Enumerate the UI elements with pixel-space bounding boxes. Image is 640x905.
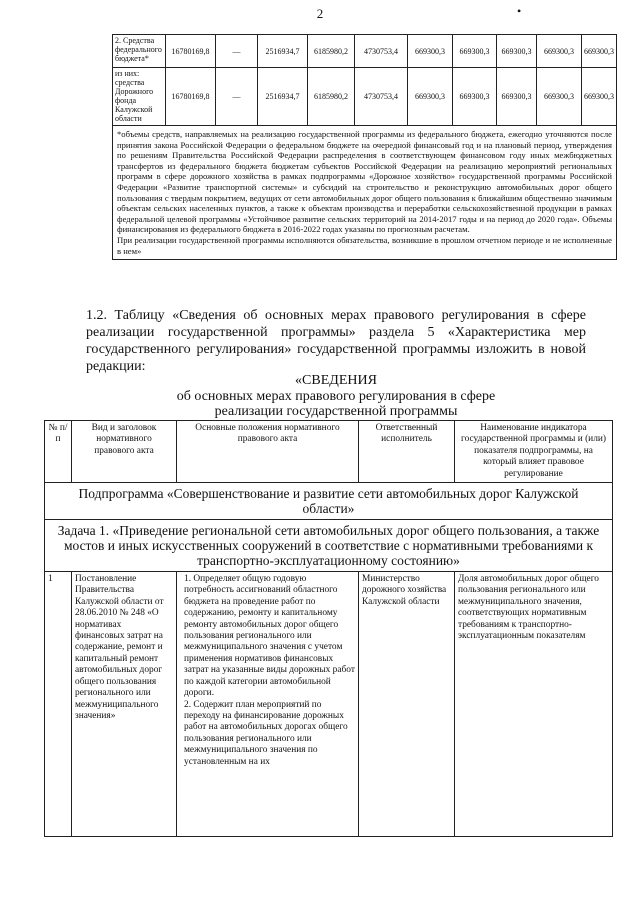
subprogram-row	[45, 483, 613, 520]
row-provisions	[177, 572, 359, 837]
cell-2016: 6185980,2	[308, 68, 355, 126]
amendment-paragraph: 1.2. Таблицу «Сведения об основных мерах правового регулирования в сфере реализации государственной программы» раздела 5 «Характеристика мер государственного регулирования» государственной программы изложить в новой редакции:	[86, 308, 586, 374]
doc-title: «СВЕДЕНИЯ	[295, 373, 377, 388]
row-executor: Министерство дорожного хозяйства Калужской области	[359, 572, 455, 837]
cell-2021: 669300,3	[537, 68, 582, 126]
cell-total: 16780169,8	[166, 68, 216, 126]
doc-subtitle-2: реализации государственной программы	[214, 404, 458, 419]
cell-2020: 669300,3	[497, 35, 537, 68]
row-act: Постановление Правительства Калужской области от 28.06.2010 № 248 «О нормативах финансовых затрат на содержание, ремонт и капитальный ремонт автомобильных дорог общего пользования регионального или межмуниципального значения»	[72, 572, 177, 837]
cell-2022: 669300,3	[582, 68, 617, 126]
cell-total: 16780169,8	[166, 35, 216, 68]
footnote-federal: *объемы средств, направляемых на реализацию государственной программы из федерального бюджета, ежегодно уточняются после принятия закона Российской Федерации о федеральном бюджете на очередной финансовый год и на плановый период, утверждения по решениям Правительства Российской Федерации распределения в соответствующем финансовом году иных межбюджетных трансфертов из федерального бюджета бюджетам субъектов Российской Федерации на реализацию мероприятий региональных программ в сфере дорожного хозяйства в рамках подпрограммы «Дорожное хозяйство» государственной программы Российской Федерации «Развитие транспортной системы» и субсидий на строительство и реконструкцию автомобильных дорог общего пользования с твердым покрытием, ведущих от сети автомобильных дорог общего пользования к ближайшим общественно значимым объектам сельских населенных пунктов, а также к объектам производства и переработки сельскохозяйственной продукции в рамках федеральной целевой программы «Устойчивое развитие сельских территорий на 2014-2017 годы и на период до 2020 года». Объемы финансирования из федерального бюджета в 2016-2022 годах указаны по прогнозным расчетам.	[117, 129, 612, 235]
footnote-obligations: При реализации государственной программы исполняются обязательства, возникшие в прошлом отчетном периоде и не исполненные в нем»	[117, 234, 612, 256]
provision-2: 2. Содержит план мероприятий по переходу на финансирование дорожных работ на автомобильных дорогах общего пользования регионального или межмуниципального значения по установленным на их	[184, 699, 348, 767]
row-label: 2. Средства федерального бюджета*	[113, 35, 166, 68]
task-title: Задача 1. «Приведение региональной сети автомобильных дорог общего пользования, а также мостов и иных искусственных сооружений в соответствие с нормативными требованиями к транспортно-эксплуатационному состоянию»	[45, 520, 613, 572]
table-row	[45, 572, 613, 837]
cell-2020: 669300,3	[497, 68, 537, 126]
budget-footnote-row	[113, 126, 617, 260]
header-num: № п/п	[45, 421, 72, 483]
budget-table	[112, 34, 617, 260]
cell-2019: 669300,3	[453, 35, 497, 68]
cell-2015: 2516934,7	[258, 68, 308, 126]
cell-2017: 4730753,4	[355, 35, 408, 68]
task-row	[45, 520, 613, 572]
ink-dot: •	[517, 4, 522, 18]
row-indicator: Доля автомобильных дорог общего пользования регионального или межмуниципального значения, соответствующих нормативным требованиям к транспортно-эксплуатационным показателям	[455, 572, 613, 837]
cell-2016: 6185980,2	[308, 35, 355, 68]
cell-2022: 669300,3	[582, 35, 617, 68]
legal-measures-table	[44, 420, 613, 837]
cell-2017: 4730753,4	[355, 68, 408, 126]
cell-2015: 2516934,7	[258, 35, 308, 68]
cell-2018: 669300,3	[408, 35, 453, 68]
cell-2019: 669300,3	[453, 68, 497, 126]
cell-2018: 669300,3	[408, 68, 453, 126]
provision-1: 1. Определяет общую годовую потребность ассигнований областного бюджета на проведение работ по содержанию, ремонту и капитальному ремонту автомобильных дорог общего пользования регионального или межмуниципального значения с учетом применения нормативов финансовых затрат на указанные виды дорожных работ по каждой категории автомобильной дороги.	[184, 574, 355, 699]
header-provisions: Основные положения нормативного правового акта	[177, 421, 359, 483]
row-label: из них: средства Дорожного фонда Калужской области	[113, 68, 166, 126]
row-num: 1	[45, 572, 72, 837]
table-header	[45, 421, 613, 483]
subprogram-title: Подпрограмма «Совершенствование и развитие сети автомобильных дорог Калужской области»	[45, 483, 613, 520]
header-act: Вид и заголовок нормативного правового акта	[72, 421, 177, 483]
cell-2014: —	[216, 68, 258, 126]
budget-footnote	[113, 126, 617, 260]
budget-row-road-fund	[113, 68, 617, 126]
budget-row-federal	[113, 35, 617, 68]
page-number: 2	[316, 6, 324, 21]
cell-2014: —	[216, 35, 258, 68]
cell-2021: 669300,3	[537, 35, 582, 68]
doc-subtitle-1: об основных мерах правового регулирования в сфере	[176, 389, 496, 404]
header-executor: Ответственный исполнитель	[359, 421, 455, 483]
header-indicator: Наименование индикатора государственной программы и (или) показателя подпрограммы, на который влияет правовое регулирование	[455, 421, 613, 483]
